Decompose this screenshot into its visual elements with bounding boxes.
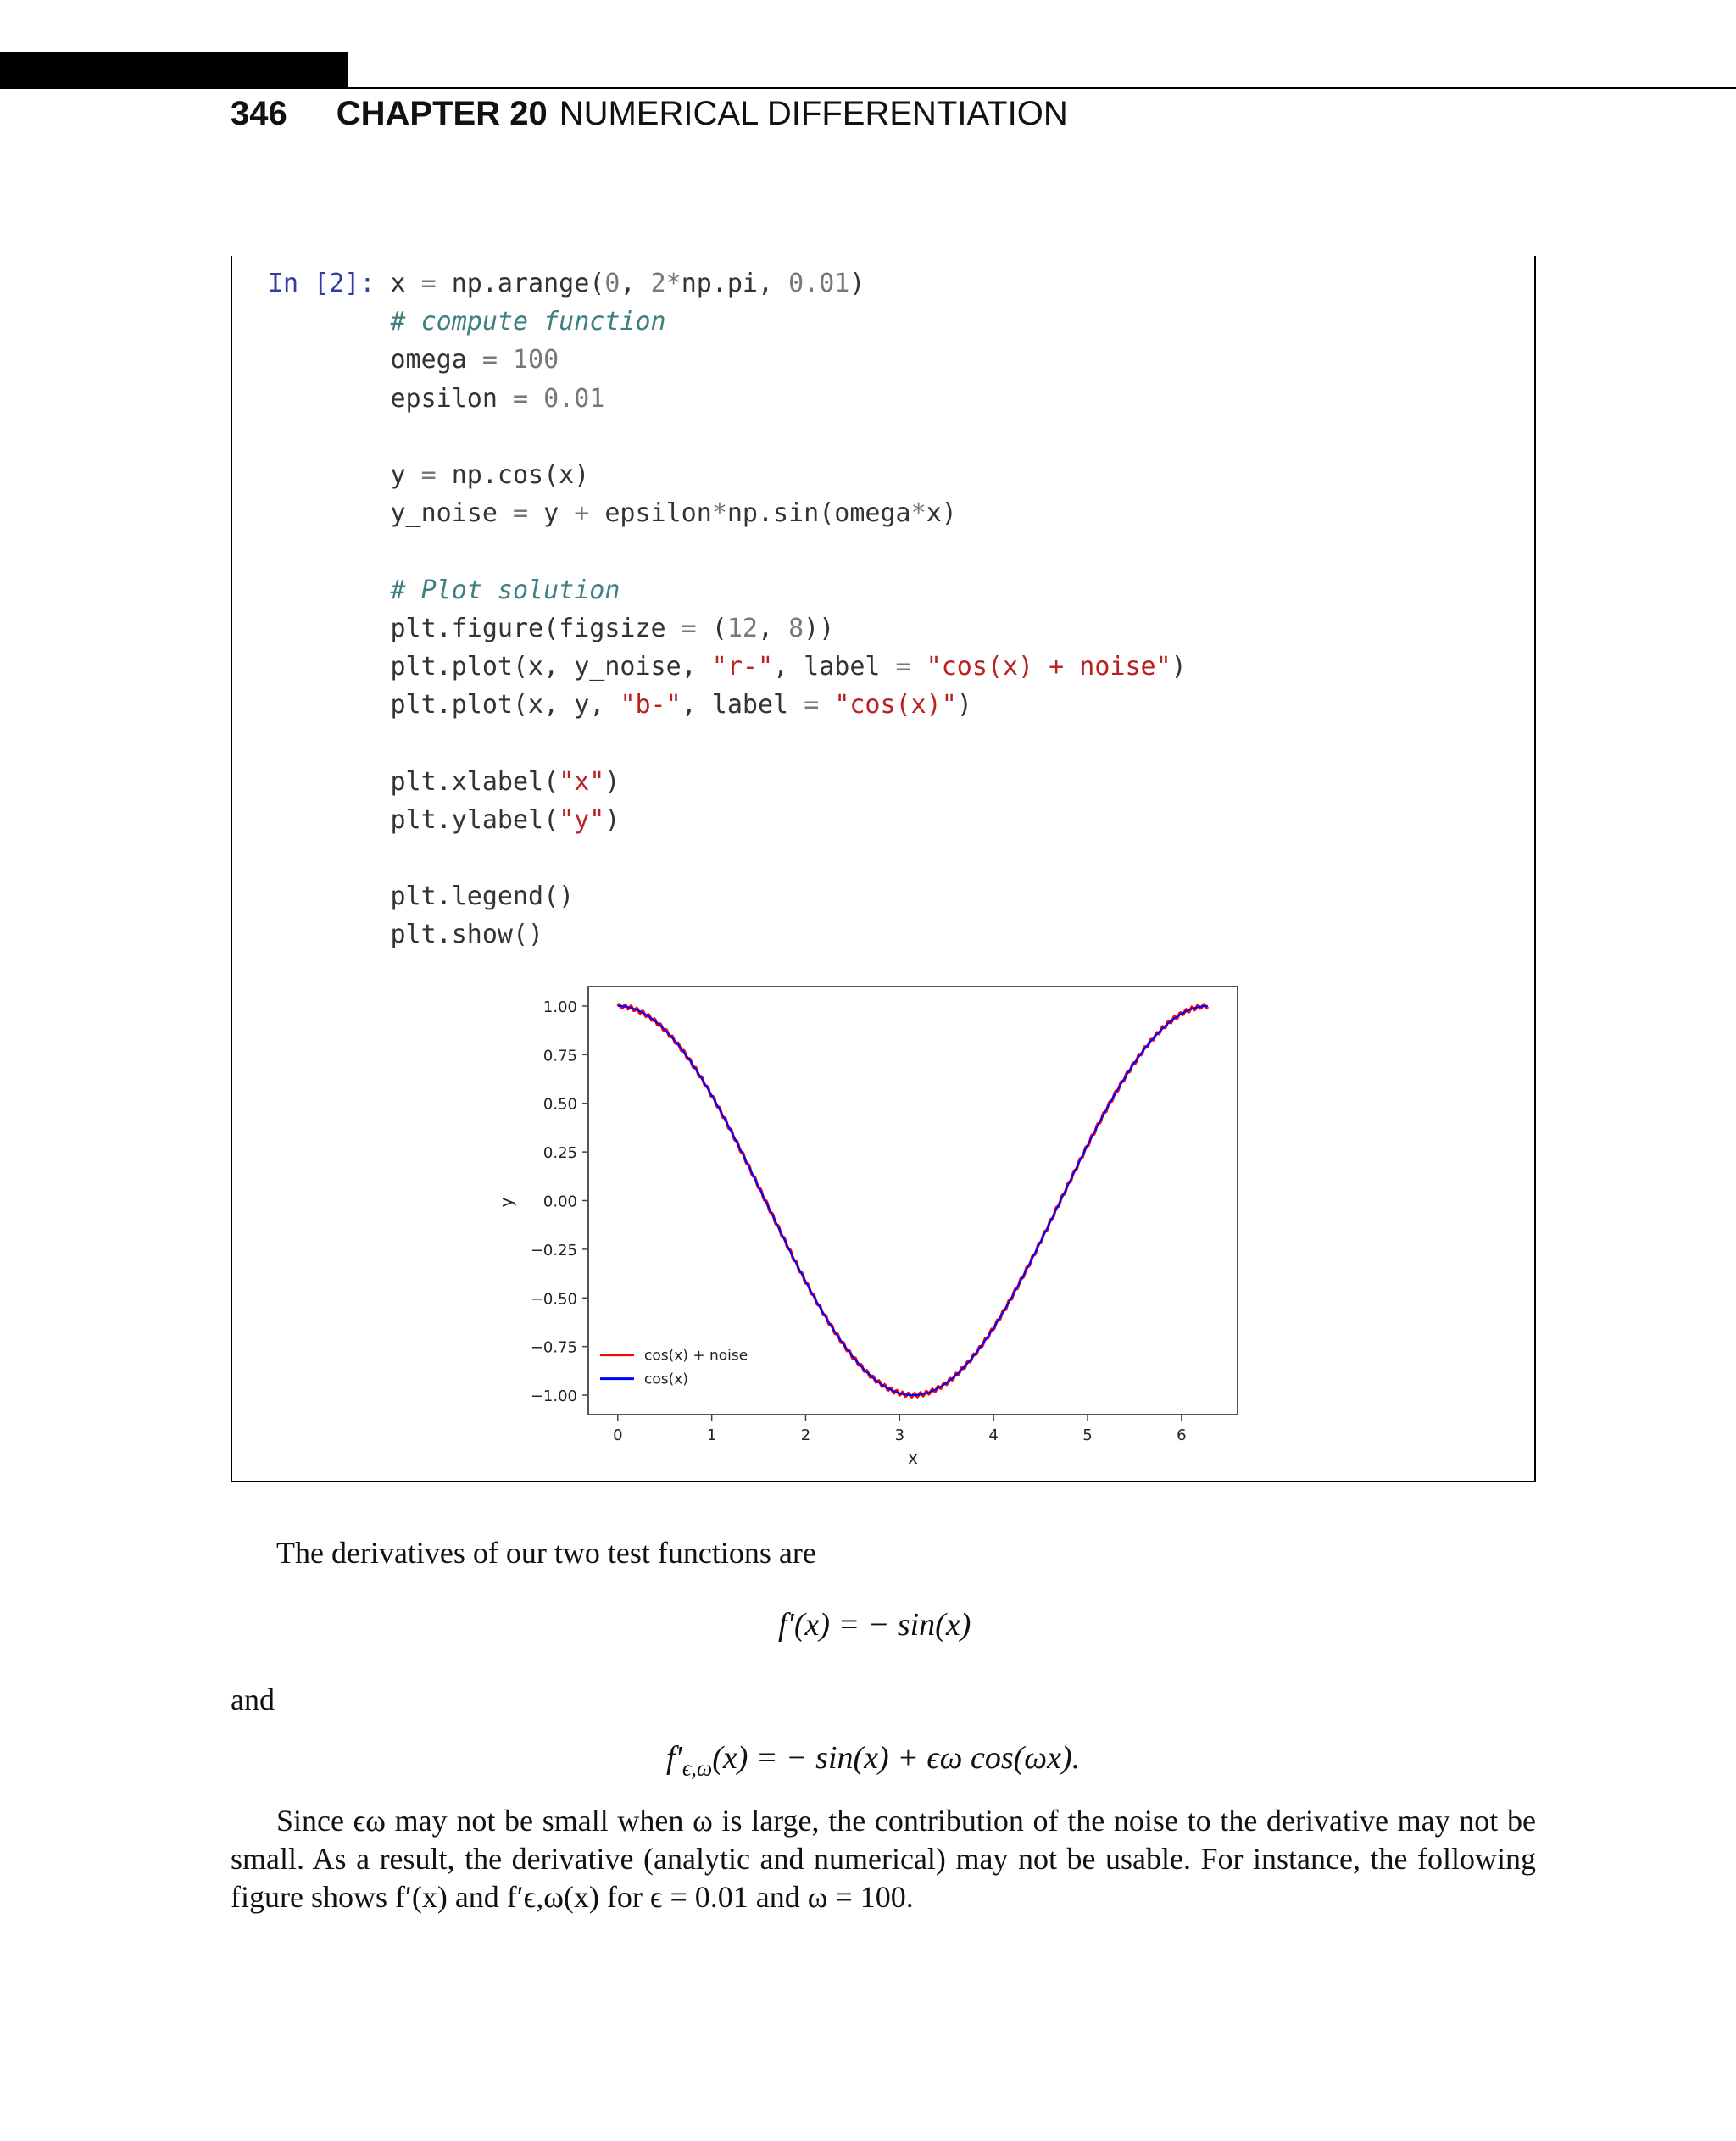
eq-lhs: f′ xyxy=(666,1740,682,1776)
legend-label: cos(x) + noise xyxy=(644,1347,748,1365)
chapter-label: CHAPTER 20 xyxy=(336,95,548,132)
running-header xyxy=(231,95,1068,133)
x-tick-label: 3 xyxy=(894,1426,905,1444)
code-line: plt.plot(x, y, "b-", label = "cos(x)") xyxy=(390,690,972,720)
series-line xyxy=(618,1006,1208,1395)
x-tick-label: 4 xyxy=(988,1426,999,1444)
body-paragraph: Since ϵω may not be small when ω is large, the contribution of the noise to the derivative may not be small. As a result, the derivative (analytic and numerical) may not be usable. For instance, the following figure shows f′(x) and f′ϵ,ω(x) for ϵ = 0.01 and ω = 100. xyxy=(231,1804,1536,1914)
y-axis xyxy=(531,998,588,1405)
code-line: plt.legend() xyxy=(390,881,575,912)
x-tick-label: 2 xyxy=(800,1426,811,1444)
page-number: 346 xyxy=(231,95,287,132)
code-line: plt.figure(figsize = (12, 8)) xyxy=(390,613,835,643)
y-tick-label: −0.50 xyxy=(530,1290,577,1309)
cell-prompt: In [2]: xyxy=(268,269,376,298)
chapter-title: NUMERICAL DIFFERENTIATION xyxy=(559,95,1068,132)
x-tick-label: 1 xyxy=(706,1426,717,1444)
y-tick-label: −1.00 xyxy=(530,1387,577,1406)
y-tick-label: 1.00 xyxy=(542,998,577,1016)
intro-text: The derivatives of our two test functions are xyxy=(276,1536,816,1570)
series-line xyxy=(618,1004,1208,1397)
code-line: x = np.arange(0, 2*np.pi, 0.01) xyxy=(390,269,865,298)
code-comment: # Plot solution xyxy=(390,575,620,605)
x-axis xyxy=(613,1415,1186,1444)
equation-derivative-noise xyxy=(666,1739,1080,1782)
code-line: plt.ylabel("y") xyxy=(390,804,620,835)
y-tick-label: 0.75 xyxy=(542,1047,577,1065)
y-tick-label: 0.00 xyxy=(542,1193,577,1211)
eq-subscript: ϵ,ω xyxy=(682,1755,713,1781)
code-line: y = np.cos(x) xyxy=(390,460,590,491)
legend-label: cos(x) xyxy=(644,1371,688,1388)
x-tick-label: 6 xyxy=(1177,1426,1187,1444)
x-tick-label: 0 xyxy=(613,1426,623,1444)
plot-series xyxy=(618,1004,1208,1397)
y-tick-label: −0.75 xyxy=(530,1338,577,1357)
y-tick-label: −0.25 xyxy=(530,1241,577,1260)
y-tick-label: 0.25 xyxy=(542,1144,577,1163)
equation-derivative-cos: f′(x) = − sin(x) xyxy=(778,1607,971,1643)
code-comment: # compute function xyxy=(390,307,666,337)
y-axis-label: y xyxy=(496,1197,516,1208)
header-bar xyxy=(0,52,348,89)
code-line: omega = 100 xyxy=(390,345,559,375)
x-tick-label: 5 xyxy=(1082,1426,1093,1444)
code-line: plt.show() xyxy=(390,920,544,950)
and-text: and xyxy=(231,1682,275,1716)
y-tick-label: 0.50 xyxy=(542,1095,577,1114)
code-line: y_noise = y + epsilon*np.sin(omega*x) xyxy=(390,498,957,529)
code-block xyxy=(268,264,1187,954)
code-line: plt.plot(x, y_noise, "r-", label = "cos(x) + noise") xyxy=(390,652,1187,682)
code-line: plt.xlabel("x") xyxy=(390,766,620,797)
header-rule xyxy=(348,87,1736,89)
code-line: epsilon = 0.01 xyxy=(390,383,605,414)
line-chart xyxy=(492,976,1271,1471)
eq-rhs: (x) = − sin(x) + ϵω cos(ωx). xyxy=(712,1740,1081,1776)
legend xyxy=(600,1348,748,1388)
x-axis-label: x xyxy=(908,1448,918,1468)
